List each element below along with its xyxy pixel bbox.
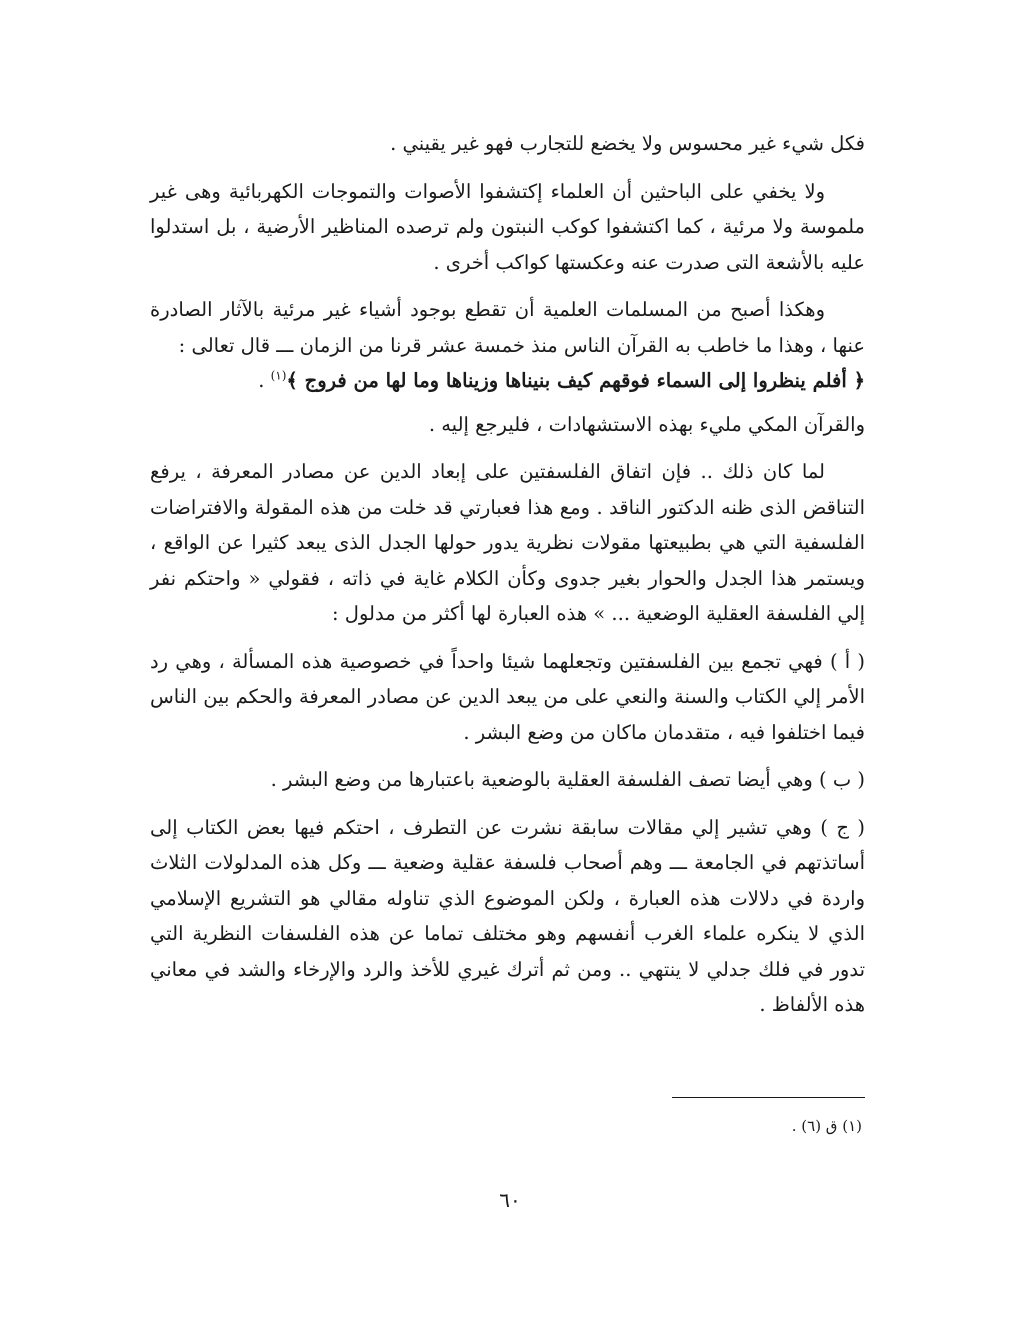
verse-tail: . <box>258 369 271 392</box>
paragraph-1: فكل شيء غير محسوس ولا يخضع للتجارب فهو غير يقيني . <box>390 132 865 155</box>
paragraph-4: والقرآن المكي مليء بهذه الاستشهادات ، فليرجع إليه . <box>428 412 865 436</box>
page-body <box>150 126 865 1035</box>
paragraph-2: ولا يخفي على الباحثين أن العلماء إكتشفوا الأصوات والتموجات الكهربائية وهى غير ملموسة ولا مرئية ، كما اكتشفوا كوكب النبتون ولم ترصده المناظير الأرضية ، بل استدلوا عليه بالأشعة التى صدرت عنه وعكستها كواكب أخرى . <box>150 179 865 274</box>
footnote: (١) ق (٦) . <box>791 1117 862 1135</box>
verse-footnote-ref: (١) <box>270 368 287 383</box>
paragraph-5: لما كان ذلك .. فإن اتفاق الفلسفتين على إبعاد الدين عن مصادر المعرفة ، يرفع التناقض الذى ظنه الدكتور الناقد . ومع هذا فعبارتي قد خلت من هذه المقولة والافتراضات الفلسفية التي هي بطبيعتها مقولات نظرية يدور حولها الجدل الذى يبعد كثيرا عن الواقع ، ويستمر هذا الجدل والحوار بغير جدوى وكأن الكلام غاية في ذاته ، فقولي « واحتكم نفر إلي الفلسفة العقلية الوضعية ... » هذه العبارة لها أكثر من مدلول : <box>150 460 865 625</box>
paragraph-3 <box>150 292 865 399</box>
paragraph-item-a: ( أ ) فهي تجمع بين الفلسفتين وتجعلهما شيئا واحداً في خصوصية هذه المسألة ، وهي رد الأمر إلي الكتاب والسنة والنعي على من يبعد الدين عن مصادر المعرفة والحكم بين الناس فيما اختلفوا فيه ، متقدمان ماكان من وضع البشر . <box>150 649 865 744</box>
paragraph-item-c: ( ج ) وهي تشير إلي مقالات سابقة نشرت عن التطرف ، احتكم فيها بعض الكتاب إلى أساتذتهم في الجامعة ـــ وهم أصحاب فلسفة عقلية وضعية ـــ وكل هذه المدلولات الثلاث واردة في دلالات هذه العبارة ، ولكن الموضوع الذي تناوله مقالي هو التشريع الإسلامي الذي لا ينكره علماء الغرب أنفسهم وهو مختلف تماما عن هذه الفلسفات النظرية التي تدور في فلك جدلي لا ينتهي .. ومن ثم أترك غيري للأخذ والرد والإرخاء والشد في معاني هذه الألفاظ . <box>150 815 865 1016</box>
quran-verse: ﴿ أفلم ينظروا إلى السماء فوقهم كيف بنيناها وزيناها وما لها من فروج ﴾ <box>286 369 865 392</box>
page-number: ٦٠ <box>499 1188 521 1212</box>
paragraph-item-b: ( ب ) وهي أيضا تصف الفلسفة العقلية بالوضعية باعتبارها من وضع البشر . <box>270 768 865 791</box>
footnote-divider <box>672 1097 865 1098</box>
paragraph-3-text: وهكذا أصبح من المسلمات العلمية أن تقطع بوجود أشياء غير مرئية بالآثار الصادرة عنها ، وهذا ما خاطب به القرآن الناس منذ خمسة عشر قرنا من الزمان ـــ قال تعالى : <box>150 298 865 357</box>
